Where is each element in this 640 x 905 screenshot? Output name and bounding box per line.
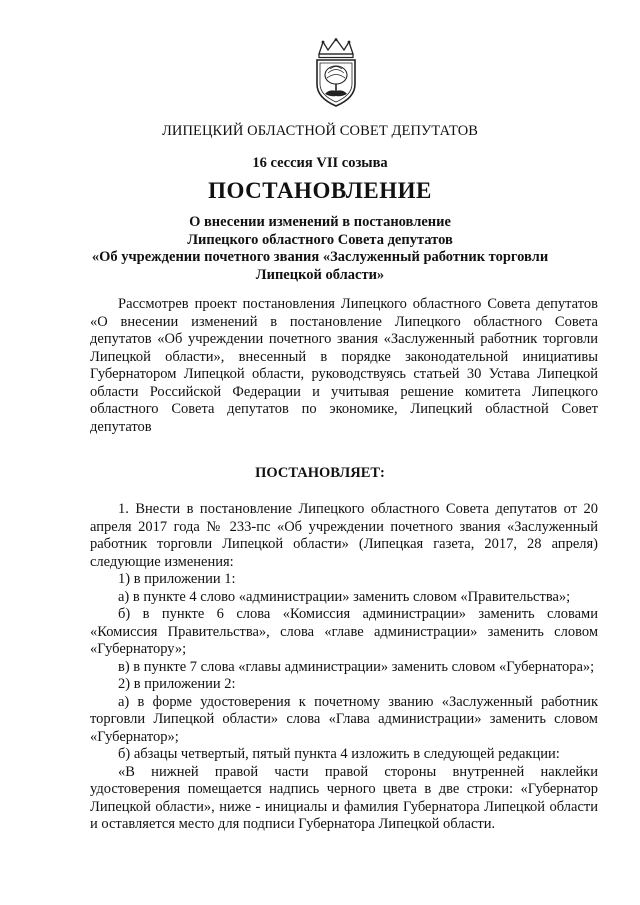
decree-item: б) в пункте 6 слова «Комиссия администрации» заменить словами «Комиссия Правительства», слова «главе администрации» заменить словом «Губернатору»; [90,606,598,657]
document-subject [0,214,640,284]
decree-heading: ПОСТАНОВЛЯЕТ: [255,465,385,481]
decree-item: 1) в приложении 1: [118,571,236,587]
coat-of-arms-icon [311,38,361,108]
document-title: ПОСТАНОВЛЕНИЕ [208,178,432,203]
decree-item: в) в пункте 7 слова «главы администрации» заменить словом «Губернатора»; [118,658,595,675]
session-label: 16 сессия VII созыва [252,155,388,171]
decree-item: б) абзацы четвертый, пятый пункта 4 изложить в следующей редакции: [118,746,560,762]
decree-item: «В нижней правой части правой стороны внутренней наклейки удостоверения помещается надпись черного цвета в две строки: «Губернатор Липецкой области», ниже - инициалы и фамилия Губернатора Липецкой области и оставляется место для подписи Губернатора Липецкой области. [90,763,598,832]
subject-line: «Об учреждении почетного звания «Заслуженный работник торговли [91,249,549,265]
decree-item: 2) в приложении 2: [118,676,236,692]
council-name: ЛИПЕЦКИЙ ОБЛАСТНОЙ СОВЕТ ДЕПУТАТОВ [161,123,479,139]
decree-item: 1. Внести в постановление Липецкого областного Совета депутатов от 20 апреля 2017 года № 233-пс «Об учреждении почетного звания «Заслуженный работник торговли Липецкой области» (Липецкая газета, 2017, 28 апреля) следующие изменения: [90,501,598,570]
decree-item: а) в форме удостоверения к почетному званию «Заслуженный работник торговли Липецкой области» слова «Глава администрации» заменить словом «Губернатор»; [90,693,598,745]
subject-line: О внесении изменений в постановление [189,214,451,230]
subject-line: Липецкой области» [255,266,385,283]
preamble-paragraph: Рассмотрев проект постановления Липецкого областного Совета депутатов «О внесении изменений в постановление Липецкого областного Совета депутатов «Об учреждении почетного звания «Заслуженный работник торговли Липецкой области», внесенный в порядке законодательной инициативы Губернатором Липецкой области, руководствуясь статьей 30 Устава Липецкой области Российской Федерации и учитывая решение комитета Липецкого областного Совета депутатов по экономике, Липецкий областной Совет депутатов [90,296,598,435]
subject-line: Липецкого областного Совета депутатов [187,231,453,248]
decree-items [90,501,598,834]
decree-item: а) в пункте 4 слово «администрации» заменить словом «Правительства»; [118,588,571,605]
